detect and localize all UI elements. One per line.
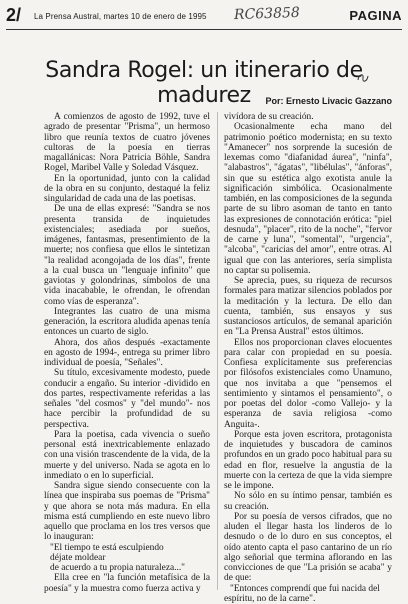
paragraph: Porque esta joven escritora, protagonista de inquietudes y buscadora de caminos profundos en un grado poco habitual para su edad en flor, resuelve la angustia de la muerte con la certeza de que la vida siempre se le impone. <box>224 430 392 492</box>
handwritten-reference: RC63858 <box>234 5 300 23</box>
paragraph: A comienzos de agosto de 1992, tuve el agrado de presentar "Prisma", un hermoso libro que reunía textos de cuatro jóvenes cultoras de la poesía en tierras magallánicas: Nora Patricia Böhle, Sandra Rogel, Maribel Valle y Soledad Vásquez. <box>44 112 210 174</box>
header-rule <box>6 29 402 30</box>
paragraph: No sólo en su íntimo pensar, también es su creación. <box>224 491 392 512</box>
paragraph: Por su poesía de versos cifrados, que no aluden el llegar hasta los linderos de lo desnudo o de lo duro en sus conceptos, el oído atento capta el paso cantarino de un río algo señorial que termina aflorando en las convicciones de que "La prisión se acaba" y de que: <box>224 512 392 584</box>
paragraph: En la oportunidad, junto con la calidad de la obra en su conjunto, destaqué la feliz singularidad de cada una de las poetisas. <box>44 174 210 205</box>
paragraph: Ellos nos proporcionan claves elocuentes para calar con propiedad en su poesía. Confiesa explícitamente sus preferencias por filósofos existenciales como Unamuno, que nos invitaba a que "pensemos el sentimiento y sintamos el pensamiento", o por poetas del dolor -como Vallejo- y la esperanza de savia religiosa -como Anguita-. <box>224 338 392 430</box>
verse-line: de acuerdo a tu propia naturaleza..." <box>44 563 210 573</box>
column-divider <box>217 112 218 590</box>
paragraph: Ella cree en "la función metafísica de la poesía" y la muestra como fuerza activa y <box>44 573 210 594</box>
section-label: PAGINA <box>349 8 402 23</box>
verse-line: déjate moldear <box>44 553 210 563</box>
verse-line: "Entonces comprendí que fui nacida del espíritu, no de la carne". <box>224 584 392 604</box>
page-number: 2/ <box>6 5 21 26</box>
paragraph: vivídora de su creación. <box>224 112 392 122</box>
paragraph: Se aprecia, pues, su riqueza de recursos formales para matizar silencios poblados por la meditación y la lectura. De ello dan cuenta, también, sus ensayos y sus sustanciosos artículos, de semanal aparición en "La Prensa Austral" estos últimos. <box>224 276 392 338</box>
article-column-left <box>44 112 210 594</box>
paragraph: Para la poetisa, cada vivencia o sueño personal está inextricablemente enlazado con una visión trascendente de la vida, de la muerte y del universo. Nada se agota en lo inmediato o en lo superficial. <box>44 430 210 481</box>
handwritten-mark-icon <box>356 72 370 83</box>
article-column-right <box>224 112 392 604</box>
paragraph: Ahora, dos años después -exactamente en agosto de 1994-, entrega su primer libro individual de poesía, "Señales". <box>44 338 210 369</box>
paragraph: Integrantes las cuatro de una misma generación, la escritora aludida apenas tenía entonces un cuarto de siglo. <box>44 307 210 338</box>
article-byline: Por: Ernesto Livacic Gazzano <box>265 96 392 106</box>
paragraph: Sandra sigue siendo consecuente con la línea que inspiraba sus poemas de "Prisma" y que ahora se nota más madura. En ella misma está cumpliendo en este nuevo libro aquello que proclama en los tres versos que lo inauguran: <box>44 481 210 543</box>
paper-info: La Prensa Austral, martes 10 de enero de 1995 <box>34 12 207 21</box>
article-title: Sandra Rogel: un itinerario de madurez <box>0 58 408 108</box>
paragraph: Ocasionalmente echa mano del patrimonio poético modernista; en su texto "Amanecer" nos sorprende la sucesión de lexemas como "diafanidad áurea", "ninfa", "alabastros", "ágatas", "libélulas", "ánforas", sin que su estética algo exotista anule la significación simbólica. Ocasionalmente también, en las composiciones de la segunda parte de su libro asoman de tanto en tanto las expresiones de connotación erótica: "piel desnuda", "placer", rito de la noche", "fervor de carne y luna", "somental", "urgencia", "alcoba", "caricias del amor", entre otras. Al igual que con las anteriores, sería simplista no captar su polisemia. <box>224 122 392 276</box>
paragraph: Su título, excesivamente modesto, puede conducir a engaño. Su interior -dividido en dos partes, respectivamente referidas a las señales "del cosmos" y "del mundo"- nos hace percibir la profundidad de su perspectiva. <box>44 368 210 430</box>
paragraph: De una de ellas expresé: "Sandra se nos presenta transida de inquietudes existenciales; asediada por sueños, imágenes, fantasmas, presentimiento de la muerte; nos confiesa que ellos le sintetizan "la realidad acongojada de los días", frente a la cual busca un "lenguaje infinito" que gaviotas y golondrinas, símbolos de una vida inacabable, le ofrendan, le ofrendan como vías de esperanza". <box>44 204 210 307</box>
verse-line: "El tiempo te está esculpiendo <box>44 543 210 553</box>
page-header <box>6 8 402 28</box>
